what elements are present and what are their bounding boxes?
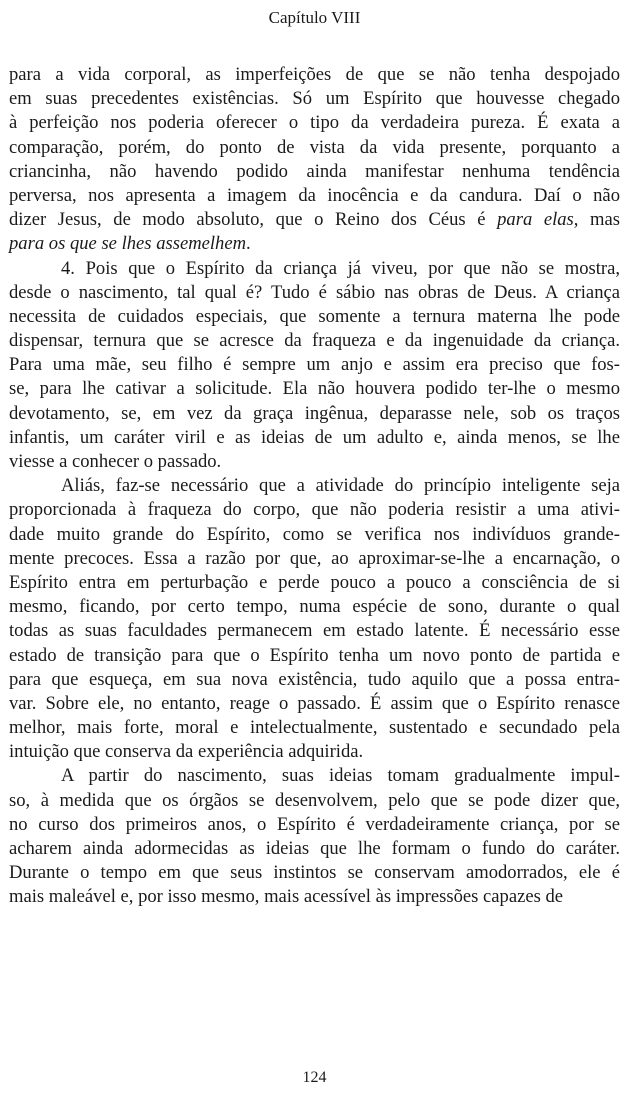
text-line: para a vida corporal, as imperfeições de que se não tenha despojado — [9, 64, 620, 85]
text-line: var. Sobre ele, no entanto, reage o passado. É assim que o Espírito renasce — [9, 692, 620, 714]
paragraph-4 — [9, 764, 620, 909]
text-line: so, à medida que os órgãos se desenvolvem, pelo que se pode dizer que, — [9, 789, 620, 811]
text-line: estado de transição para que o Espírito tenha um novo ponto de partida e — [9, 644, 620, 666]
text-line: 4. Pois que o Espírito da criança já viveu, por que não se mostra, — [61, 257, 620, 279]
text-line: no curso dos primeiros anos, o Espírito é verdadeiramente criança, por se — [9, 813, 620, 835]
text-line: Durante o tempo em que seus instintos se conservam amodorrados, ele é — [9, 862, 620, 884]
text-line: intuição que conserva da experiência adquirida. — [9, 741, 364, 763]
text-line: necessita de cuidados especiais, que somente a ternura materna lhe pode — [9, 305, 620, 327]
text-line: dispensar, ternura que se acresce da fraqueza e da ingenuidade da criança. — [9, 330, 620, 352]
text-line: para os que se lhes assemelhem. — [9, 233, 251, 255]
text-line: infantis, um caráter viril e as ideias de um adulto e, ainda menos, se lhe — [9, 426, 620, 448]
text-line: mesmo, ficando, por certo tempo, numa espécie de sono, durante o qual — [9, 596, 620, 618]
text-line: viesse a conhecer o passado. — [9, 451, 222, 472]
text-line: proporcionada à fraqueza do corpo, que não poderia resistir a uma ativi- — [9, 499, 620, 521]
text-line: A partir do nascimento, suas ideias tomam gradualmente impul- — [61, 765, 620, 787]
text-line: dade muito grande do Espírito, como se verifica nos indivíduos grande- — [9, 523, 620, 545]
running-head: Capítulo VIII — [268, 8, 361, 27]
text-line: Espírito entra em perturbação e perde pouco a pouco a consciência de si — [9, 571, 620, 593]
text-line: em suas precedentes existências. Só um Espírito que houvesse chegado — [9, 88, 620, 110]
text-line: mais maleável e, por isso mesmo, mais acessível às impressões capazes de — [9, 886, 564, 908]
body-text — [9, 63, 620, 910]
text-line: todas as suas faculdades permanecem em estado latente. É necessário esse — [9, 620, 620, 642]
text-line: dizer Jesus, de modo absoluto, que o Reino dos Céus é para elas, mas — [9, 209, 621, 231]
text-line: criancinha, não havendo podido ainda manifestar nenhuma tendência — [9, 160, 620, 182]
italic-text: para os que se lhes assemelhem — [9, 233, 247, 255]
paragraph-3 — [9, 474, 620, 764]
text-line: perversa, nos apresenta a imagem da inocência e da candura. Daí o não — [9, 184, 620, 206]
paragraph-2 — [9, 257, 620, 475]
text-line: devotamento, se, em vez da graça ingênua, deparasse nele, sob os traços — [9, 402, 620, 424]
text-line: se, para lhe cativar a solicitude. Ela não houvera podido ter-lhe o mesmo — [9, 378, 620, 400]
italic-text: para elas — [497, 209, 574, 231]
text-line: à perfeição nos poderia oferecer o tipo da verdadeira pureza. É exata a — [9, 112, 620, 134]
text-line: para que esqueça, em sua nova existência, tudo aquilo que a possa entra- — [9, 668, 620, 690]
text-line: comparação, porém, do ponto de vista da vida presente, porquanto a — [9, 136, 620, 158]
text-line: mente precoces. Essa a razão por que, ao aproximar-se-lhe a encarnação, o — [9, 547, 620, 569]
text-line: melhor, mais forte, moral e intelectualmente, sustentado e secundado pela — [9, 717, 620, 739]
text-line: Para uma mãe, seu filho é sempre um anjo e assim era preciso que fos- — [9, 354, 620, 376]
page-number: 124 — [302, 1069, 327, 1086]
text-line: acharem ainda adormecidas as ideias que lhe formam o fundo do caráter. — [9, 838, 620, 859]
paragraph-1 — [9, 63, 620, 257]
text-line: Aliás, faz-se necessário que a atividade do princípio inteligente seja — [61, 475, 620, 497]
text-line: desde o nascimento, tal qual é? Tudo é sábio nas obras de Deus. A criança — [9, 281, 620, 303]
